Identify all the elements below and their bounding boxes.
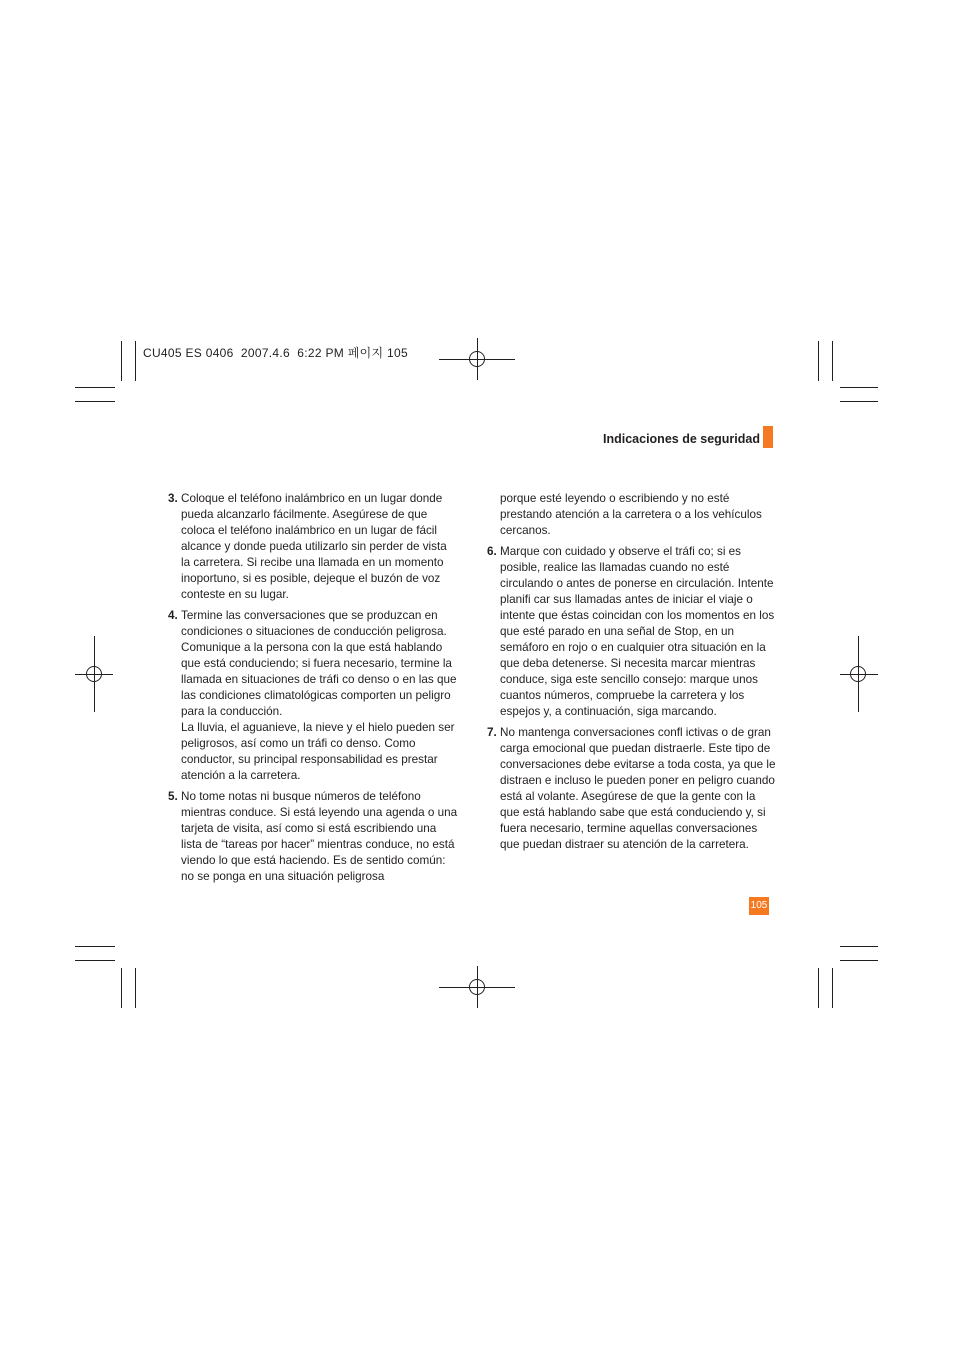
list-item [168,789,458,885]
section-tab-marker [763,426,773,448]
page-number: 105 [749,897,769,915]
item-text: No tome notas ni busque números de teléfono mientras conduce. Si está leyendo una agenda o una tarjeta de visita, así como si está escribiendo una lista de “tareas por hacer” mientras conduce, no está viendo lo que está haciendo. Es de sentido común: no se ponga en una situación peligrosa [181,790,458,883]
list-item [168,608,458,784]
item-number: 4. [168,609,178,622]
item-number: 3. [168,492,178,505]
item-text: La lluvia, el aguanieve, la nieve y el hielo pueden ser peligrosos, así como un tráfi co denso. Como conductor, su principal responsabilidad es prestar atención a la carretera. [181,721,455,782]
item-number: 5. [168,790,178,803]
section-title: Indicaciones de seguridad [603,432,760,446]
right-column [487,491,777,858]
item-text: Coloque el teléfono inalámbrico en un lugar donde pueda alcanzarlo fácilmente. Asegúrese de que coloca el teléfono inalámbrico en un lugar de fácil alcance y donde pueda utilizarlo sin perder de vista la carretera. Si recibe una llamada en un momento inoportuno, si es posible, dejeque el buzón de voz conteste en su lugar. [181,492,447,601]
list-item [487,544,777,720]
item-number: 6. [487,545,497,558]
left-column [168,491,458,890]
item-text: Termine las conversaciones que se produzcan en condiciones o situaciones de conducción peligrosa. Comunique a la persona con la que está hablando que está conduciendo; si fuera necesario, termine la llamada en situaciones de tráfi co denso o en las que las condiciones climatológicas comporten un peligro para la conducción. [181,609,457,718]
item-number: 7. [487,726,497,739]
item-text: No mantenga conversaciones confl ictivas o de gran carga emocional que puedan distraerle. Este tipo de conversaciones debe evitarse a toda costa, ya que le distraen e incluso le pueden poner en peligro cuando está al volante. Asegúrese de que la gente con la que está hablando sabe que está conduciendo y, si fuera necesario, termine aquellas conversaciones que puedan distraer su atención de la carretera. [500,726,776,851]
print-slug: CU405 ES 0406 2007.4.6 6:22 PM 페이지 105 [143,346,408,360]
list-item [168,491,458,603]
list-item [487,725,777,853]
item-text: Marque con cuidado y observe el tráfi co; si es posible, realice las llamadas cuando no esté circulando o antes de ponerse en circulación. Intente planifi car sus llamadas antes de iniciar el viaje o intente que éstas coincidan con los momentos en los que esté parado en una señal de Stop, en un semáforo en rojo o en cualquier otra situación en la que deba detenerse. Si necesita marcar mientras conduce, siga este sencillo consejo: marque unos cuantos números, compruebe la carretera y los espejos y, a continuación, siga marcando. [500,545,775,718]
continuation-text: porque esté leyendo o escribiendo y no esté prestando atención a la carretera o a los vehículos cercanos. [500,492,762,537]
